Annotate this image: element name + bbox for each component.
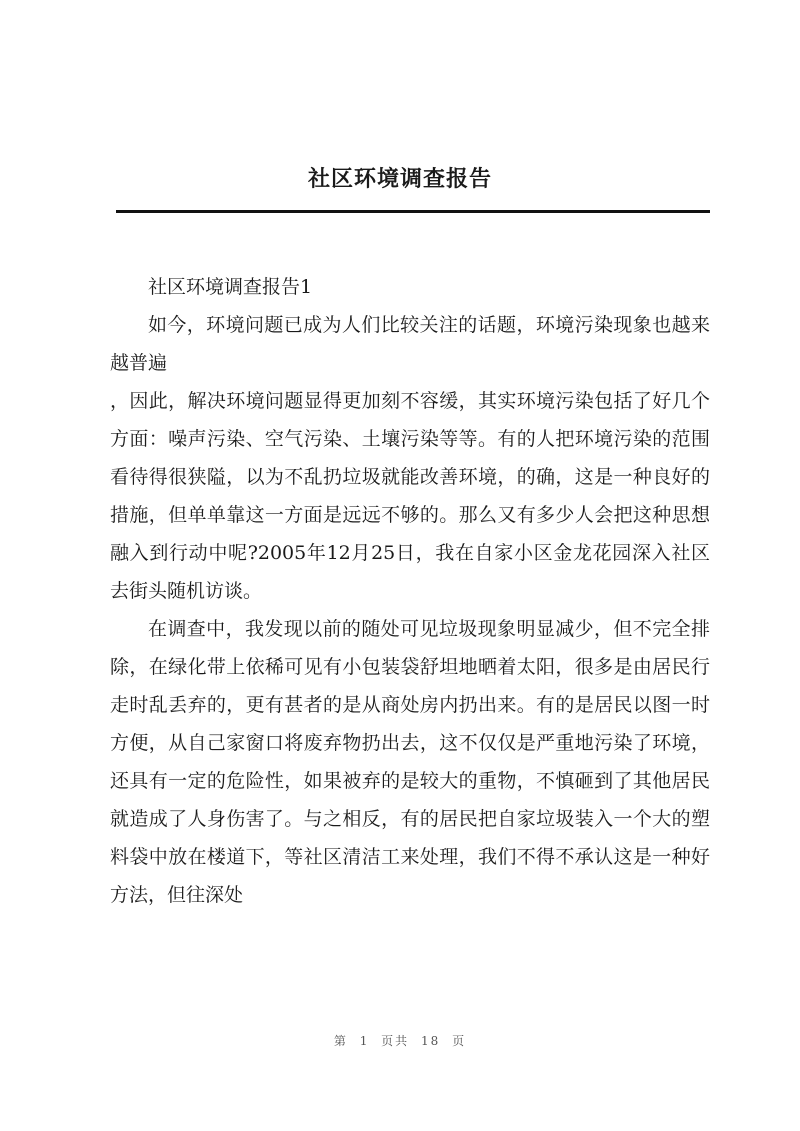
paragraph-1: 如今，环境问题已成为人们比较关注的话题，环境污染现象也越来越普遍 <box>110 314 710 374</box>
title-divider <box>116 210 710 213</box>
paragraph-3: 在调查中，我发现以前的随处可见垃圾现象明显减少，但不完全排除，在绿化带上依稀可见有小包装袋舒坦地晒着太阳，很多是由居民行走时乱丢弃的，更有甚者的是从商处房内扔出来。有的是居民以图一时方便，从自己家窗口将废弃物扔出去，这不仅仅是严重地污染了环境，还具有一定的危险性，如果被弃的是较大的重物，不慎砸到了其他居民就造成了人身伤害了。与之相反，有的居民把自家垃圾装入一个大的塑料袋中放在楼道下，等社区清洁工来处理，我们不得不承认这是一种好方法，但往深处 <box>110 618 710 906</box>
paragraph-heading: 社区环境调查报告1 <box>148 276 313 298</box>
document-title: 社区环境调查报告 <box>307 166 492 192</box>
document-body <box>110 268 710 914</box>
page-number-footer: 第 1 页共 18 页 <box>333 1034 467 1048</box>
paragraph-2: ，因此，解决环境问题显得更加刻不容缓，其实环境污染包括了好几个方面：噪声污染、空气污染、土壤污染等等。有的人把环境污染的范围看待得很狭隘，以为不乱扔垃圾就能改善环境，的确，这是一种良好的措施，但单单靠这一方面是远远不够的。那么又有多少人会把这种思想融入到行动中呢?2005年12月25日，我在自家小区金龙花园深入社区去街头随机访谈。 <box>110 390 710 602</box>
